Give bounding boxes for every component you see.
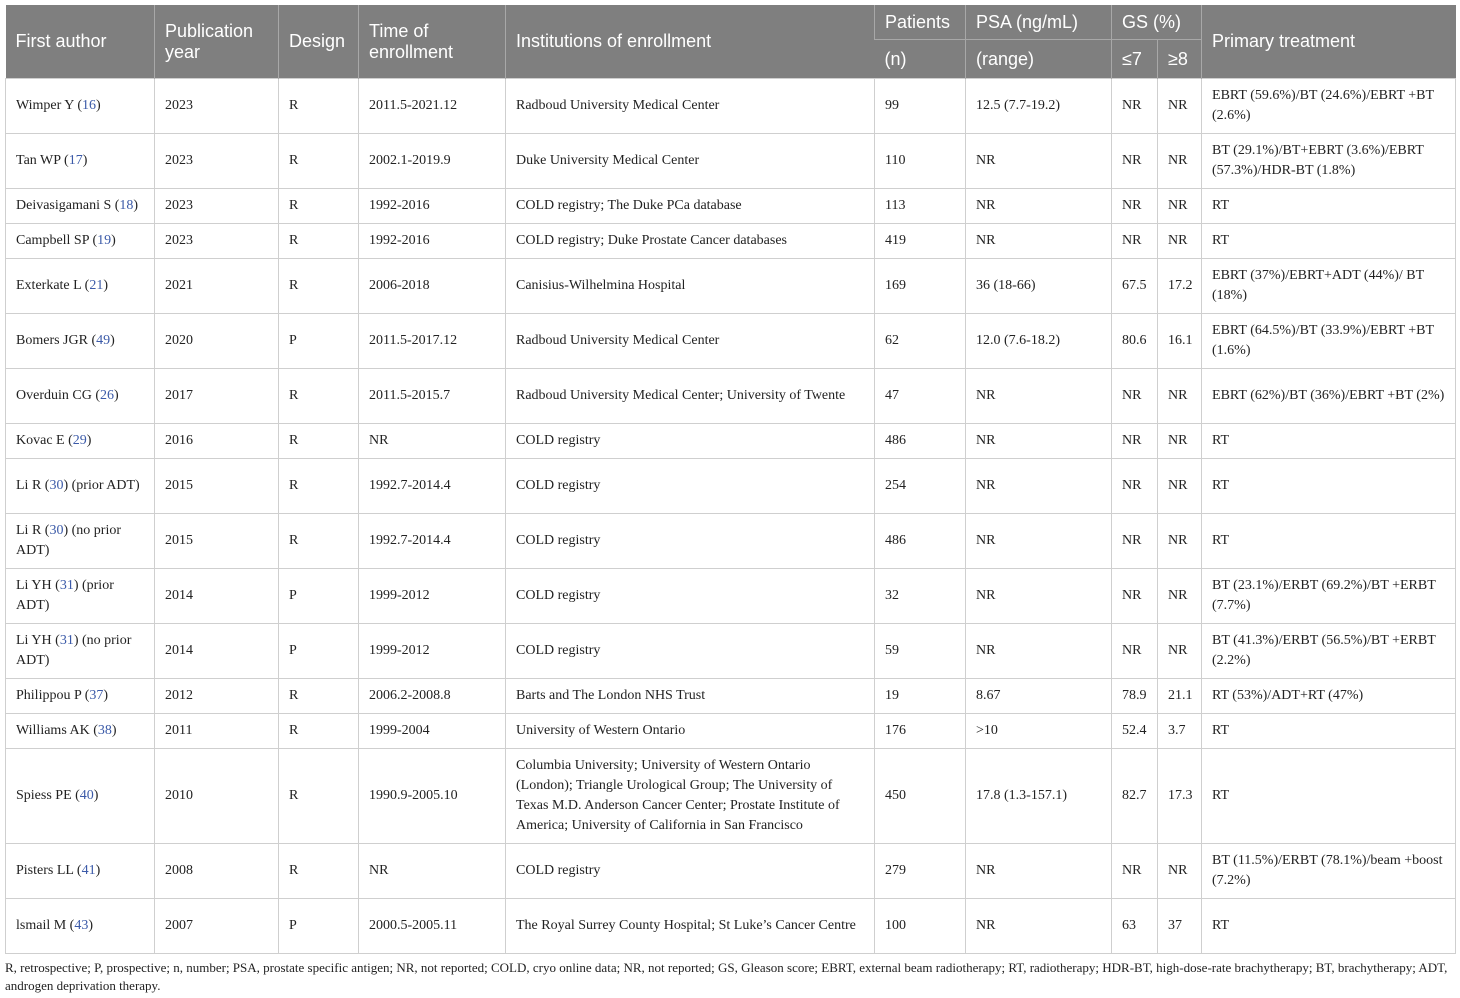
cell-gs-ge8: NR	[1158, 424, 1202, 459]
cell-institutions: Radboud University Medical Center	[506, 314, 875, 369]
cell-psa: 12.5 (7.7-19.2)	[966, 79, 1112, 134]
cell-first-author	[6, 899, 155, 954]
cell-first-author	[6, 79, 155, 134]
cell-patients: 47	[875, 369, 966, 424]
cell-gs-ge8: 16.1	[1158, 314, 1202, 369]
cell-design: R	[279, 714, 359, 749]
author-suffix: ) (prior ADT)	[63, 478, 140, 493]
cell-time-of-enrollment: 2006.2-2008.8	[359, 679, 506, 714]
cell-first-author	[6, 714, 155, 749]
cell-gs-ge8: NR	[1158, 134, 1202, 189]
cell-institutions: COLD registry	[506, 459, 875, 514]
cell-psa: NR	[966, 134, 1112, 189]
cell-publication-year: 2015	[155, 459, 279, 514]
cell-gs-ge8: NR	[1158, 844, 1202, 899]
cell-design: R	[279, 514, 359, 569]
header-institutions: Institutions of enrollment	[506, 5, 875, 79]
cell-gs-le7: NR	[1112, 79, 1158, 134]
cell-time-of-enrollment: 2011.5-2021.12	[359, 79, 506, 134]
cell-patients: 176	[875, 714, 966, 749]
cell-publication-year: 2014	[155, 569, 279, 624]
cell-primary-treatment: BT (41.3%)/ERBT (56.5%)/BT +ERBT (2.2%)	[1202, 624, 1456, 679]
author-suffix: )	[82, 153, 88, 168]
author-name: Spiess PE (	[16, 788, 80, 803]
cell-first-author	[6, 189, 155, 224]
cell-time-of-enrollment: 2011.5-2015.7	[359, 369, 506, 424]
cell-time-of-enrollment: 1992.7-2014.4	[359, 459, 506, 514]
header-design: Design	[279, 5, 359, 79]
cell-psa: NR	[966, 459, 1112, 514]
header-gs-ge8: ≥8	[1158, 40, 1202, 79]
cell-time-of-enrollment: 1999-2004	[359, 714, 506, 749]
cell-gs-le7: 63	[1112, 899, 1158, 954]
author-suffix: )	[110, 333, 115, 348]
author-suffix: ) (no prior ADT)	[16, 523, 121, 558]
cell-publication-year: 2014	[155, 624, 279, 679]
cell-gs-ge8: NR	[1158, 79, 1202, 134]
study-characteristics-table	[5, 5, 1456, 954]
cell-design: R	[279, 844, 359, 899]
table-row	[6, 569, 1456, 624]
cell-primary-treatment: EBRT (37%)/EBRT+ADT (44%)/ BT (18%)	[1202, 259, 1456, 314]
cell-time-of-enrollment: 2006-2018	[359, 259, 506, 314]
author-suffix: )	[133, 198, 139, 213]
cell-psa: NR	[966, 569, 1112, 624]
cell-publication-year: 2007	[155, 899, 279, 954]
header-patients-unit: (n)	[875, 40, 966, 79]
cell-psa: 36 (18-66)	[966, 259, 1112, 314]
table-row	[6, 514, 1456, 569]
cell-design: R	[279, 79, 359, 134]
cell-psa: NR	[966, 424, 1112, 459]
cell-primary-treatment: RT	[1202, 514, 1456, 569]
cell-gs-le7: NR	[1112, 514, 1158, 569]
cell-psa: 17.8 (1.3-157.1)	[966, 749, 1112, 844]
cell-gs-ge8: NR	[1158, 369, 1202, 424]
reference-link[interactable]: 21	[89, 278, 104, 293]
reference-link[interactable]: 19	[97, 233, 112, 248]
cell-institutions: Radboud University Medical Center	[506, 79, 875, 134]
author-suffix: )	[103, 688, 109, 703]
cell-psa: NR	[966, 369, 1112, 424]
cell-primary-treatment: EBRT (59.6%)/BT (24.6%)/EBRT +BT (2.6%)	[1202, 79, 1456, 134]
cell-gs-ge8: NR	[1158, 189, 1202, 224]
author-suffix: ) (prior ADT)	[16, 578, 114, 613]
table-row	[6, 134, 1456, 189]
reference-link[interactable]: 49	[96, 333, 111, 348]
table-row	[6, 79, 1456, 134]
table-row	[6, 314, 1456, 369]
cell-patients: 254	[875, 459, 966, 514]
cell-design: P	[279, 569, 359, 624]
table-header	[6, 5, 1456, 79]
cell-institutions: Barts and The London NHS Trust	[506, 679, 875, 714]
cell-primary-treatment: BT (29.1%)/BT+EBRT (3.6%)/EBRT (57.3%)/HDR-BT (1.8%)	[1202, 134, 1456, 189]
table-row	[6, 369, 1456, 424]
reference-link[interactable]: 30	[49, 523, 64, 538]
cell-patients: 486	[875, 424, 966, 459]
cell-gs-ge8: 3.7	[1158, 714, 1202, 749]
cell-gs-le7: 82.7	[1112, 749, 1158, 844]
cell-primary-treatment: RT	[1202, 189, 1456, 224]
cell-gs-le7: NR	[1112, 224, 1158, 259]
cell-first-author	[6, 369, 155, 424]
reference-link[interactable]: 16	[82, 98, 97, 113]
cell-gs-ge8: NR	[1158, 514, 1202, 569]
cell-first-author	[6, 749, 155, 844]
cell-patients: 62	[875, 314, 966, 369]
cell-patients: 113	[875, 189, 966, 224]
cell-psa: >10	[966, 714, 1112, 749]
header-gs-le7: ≤7	[1112, 40, 1158, 79]
cell-gs-le7: NR	[1112, 424, 1158, 459]
cell-time-of-enrollment: 1999-2012	[359, 569, 506, 624]
cell-institutions: COLD registry	[506, 624, 875, 679]
cell-institutions: COLD registry; The Duke PCa database	[506, 189, 875, 224]
cell-psa: 12.0 (7.6-18.2)	[966, 314, 1112, 369]
cell-primary-treatment: RT	[1202, 899, 1456, 954]
table-row	[6, 189, 1456, 224]
cell-first-author	[6, 314, 155, 369]
cell-first-author	[6, 134, 155, 189]
cell-patients: 110	[875, 134, 966, 189]
cell-first-author	[6, 259, 155, 314]
cell-institutions: Radboud University Medical Center; University of Twente	[506, 369, 875, 424]
cell-gs-ge8: 37	[1158, 899, 1202, 954]
cell-gs-le7: NR	[1112, 189, 1158, 224]
table-row	[6, 424, 1456, 459]
author-suffix: )	[88, 918, 94, 933]
cell-institutions: COLD registry	[506, 424, 875, 459]
cell-design: R	[279, 369, 359, 424]
author-name: Li R (	[16, 523, 50, 538]
author-name: Bomers JGR (	[16, 333, 97, 348]
cell-gs-le7: NR	[1112, 369, 1158, 424]
cell-patients: 486	[875, 514, 966, 569]
reference-link[interactable]: 18	[119, 198, 134, 213]
cell-psa: NR	[966, 189, 1112, 224]
cell-primary-treatment: EBRT (64.5%)/BT (33.9%)/EBRT +BT (1.6%)	[1202, 314, 1456, 369]
cell-publication-year: 2023	[155, 189, 279, 224]
cell-design: P	[279, 314, 359, 369]
cell-first-author	[6, 624, 155, 679]
reference-link[interactable]: 43	[74, 918, 89, 933]
cell-design: R	[279, 749, 359, 844]
author-suffix: )	[111, 233, 116, 248]
cell-gs-ge8: NR	[1158, 624, 1202, 679]
author-name: Exterkate L (	[16, 278, 90, 293]
cell-psa: NR	[966, 624, 1112, 679]
reference-link[interactable]: 31	[59, 578, 74, 593]
cell-gs-ge8: NR	[1158, 459, 1202, 514]
cell-time-of-enrollment: 2011.5-2017.12	[359, 314, 506, 369]
cell-design: R	[279, 679, 359, 714]
author-name: Li YH (	[16, 633, 60, 648]
cell-primary-treatment: RT	[1202, 424, 1456, 459]
cell-psa: NR	[966, 899, 1112, 954]
header-psa-unit: (range)	[966, 40, 1112, 79]
author-suffix: )	[103, 278, 109, 293]
reference-link[interactable]: 30	[49, 478, 64, 493]
cell-publication-year: 2012	[155, 679, 279, 714]
cell-gs-le7: 52.4	[1112, 714, 1158, 749]
cell-time-of-enrollment: NR	[359, 844, 506, 899]
author-suffix: )	[95, 863, 101, 878]
table-body	[6, 79, 1456, 954]
reference-link[interactable]: 40	[79, 788, 94, 803]
cell-time-of-enrollment: 1992.7-2014.4	[359, 514, 506, 569]
cell-design: P	[279, 899, 359, 954]
table-row	[6, 714, 1456, 749]
cell-design: P	[279, 624, 359, 679]
table-row	[6, 844, 1456, 899]
author-name: Overduin CG (	[16, 388, 100, 403]
author-name: lsmail M (	[16, 918, 75, 933]
header-gs: GS (%)	[1112, 5, 1202, 40]
cell-institutions: Canisius-Wilhelmina Hospital	[506, 259, 875, 314]
cell-patients: 169	[875, 259, 966, 314]
cell-first-author	[6, 569, 155, 624]
cell-publication-year: 2008	[155, 844, 279, 899]
header-patients: Patients	[875, 5, 966, 40]
cell-primary-treatment: BT (11.5%)/ERBT (78.1%)/beam +boost (7.2%)	[1202, 844, 1456, 899]
table-row	[6, 899, 1456, 954]
cell-gs-le7: NR	[1112, 459, 1158, 514]
table-row	[6, 624, 1456, 679]
cell-publication-year: 2020	[155, 314, 279, 369]
cell-publication-year: 2023	[155, 134, 279, 189]
cell-patients: 59	[875, 624, 966, 679]
author-name: Wimper Y (	[16, 98, 83, 113]
cell-design: R	[279, 189, 359, 224]
cell-publication-year: 2015	[155, 514, 279, 569]
cell-time-of-enrollment: NR	[359, 424, 506, 459]
cell-first-author	[6, 424, 155, 459]
author-name: Deivasigamani S (	[16, 198, 120, 213]
cell-publication-year: 2023	[155, 79, 279, 134]
author-suffix: )	[93, 788, 99, 803]
author-name: Kovac E (	[16, 433, 73, 448]
header-psa: PSA (ng/mL)	[966, 5, 1112, 40]
table-row	[6, 679, 1456, 714]
author-name: Tan WP (	[16, 153, 69, 168]
cell-time-of-enrollment: 2002.1-2019.9	[359, 134, 506, 189]
cell-publication-year: 2016	[155, 424, 279, 459]
cell-time-of-enrollment: 1992-2016	[359, 224, 506, 259]
header-publication-year: Publication year	[155, 5, 279, 79]
table-row	[6, 459, 1456, 514]
cell-gs-le7: NR	[1112, 624, 1158, 679]
cell-gs-ge8: 17.2	[1158, 259, 1202, 314]
author-name: Campbell SP (	[16, 233, 98, 248]
cell-institutions: The Royal Surrey County Hospital; St Luke’s Cancer Centre	[506, 899, 875, 954]
table-row	[6, 224, 1456, 259]
cell-primary-treatment: RT	[1202, 459, 1456, 514]
author-name: Philippou P (	[16, 688, 90, 703]
author-name: Li YH (	[16, 578, 60, 593]
cell-gs-le7: 80.6	[1112, 314, 1158, 369]
author-suffix: )	[96, 98, 101, 113]
cell-gs-ge8: 21.1	[1158, 679, 1202, 714]
cell-psa: 8.67	[966, 679, 1112, 714]
cell-institutions: COLD registry; Duke Prostate Cancer databases	[506, 224, 875, 259]
cell-first-author	[6, 514, 155, 569]
cell-primary-treatment: RT	[1202, 224, 1456, 259]
cell-design: R	[279, 224, 359, 259]
cell-institutions: COLD registry	[506, 844, 875, 899]
header-time-of-enrollment: Time of enrollment	[359, 5, 506, 79]
cell-patients: 279	[875, 844, 966, 899]
cell-psa: NR	[966, 224, 1112, 259]
cell-publication-year: 2021	[155, 259, 279, 314]
cell-gs-ge8: NR	[1158, 224, 1202, 259]
cell-primary-treatment: EBRT (62%)/BT (36%)/EBRT +BT (2%)	[1202, 369, 1456, 424]
author-name: Pisters LL (	[16, 863, 82, 878]
cell-first-author	[6, 679, 155, 714]
cell-time-of-enrollment: 1999-2012	[359, 624, 506, 679]
reference-link[interactable]: 29	[72, 433, 87, 448]
cell-patients: 100	[875, 899, 966, 954]
cell-institutions: COLD registry	[506, 569, 875, 624]
cell-primary-treatment: RT (53%)/ADT+RT (47%)	[1202, 679, 1456, 714]
cell-patients: 450	[875, 749, 966, 844]
reference-link[interactable]: 37	[89, 688, 104, 703]
cell-publication-year: 2010	[155, 749, 279, 844]
reference-link[interactable]: 41	[81, 863, 96, 878]
cell-gs-ge8: 17.3	[1158, 749, 1202, 844]
cell-publication-year: 2011	[155, 714, 279, 749]
author-name: Williams AK (	[16, 723, 98, 738]
cell-primary-treatment: BT (23.1%)/ERBT (69.2%)/BT +ERBT (7.7%)	[1202, 569, 1456, 624]
cell-time-of-enrollment: 1992-2016	[359, 189, 506, 224]
table-row	[6, 259, 1456, 314]
cell-first-author	[6, 224, 155, 259]
author-name: Li R (	[16, 478, 50, 493]
reference-link[interactable]: 17	[68, 153, 83, 168]
cell-publication-year: 2023	[155, 224, 279, 259]
cell-design: R	[279, 424, 359, 459]
author-suffix: )	[114, 388, 119, 403]
cell-gs-le7: NR	[1112, 844, 1158, 899]
author-suffix: ) (no prior ADT)	[16, 633, 132, 668]
cell-design: R	[279, 459, 359, 514]
header-primary-treatment: Primary treatment	[1202, 5, 1456, 79]
cell-institutions: Columbia University; University of Western Ontario (London); Triangle Urological Group; The University of Texas M.D. Anderson Cancer Center; Prostate Institute of America; University of California in San Francisco	[506, 749, 875, 844]
cell-institutions: Duke University Medical Center	[506, 134, 875, 189]
cell-patients: 99	[875, 79, 966, 134]
cell-gs-le7: NR	[1112, 134, 1158, 189]
cell-patients: 19	[875, 679, 966, 714]
cell-time-of-enrollment: 2000.5-2005.11	[359, 899, 506, 954]
cell-gs-le7: 67.5	[1112, 259, 1158, 314]
cell-primary-treatment: RT	[1202, 714, 1456, 749]
cell-primary-treatment: RT	[1202, 749, 1456, 844]
cell-first-author	[6, 844, 155, 899]
cell-psa: NR	[966, 844, 1112, 899]
cell-design: R	[279, 134, 359, 189]
table-footnote: R, retrospective; P, prospective; n, number; PSA, prostate specific antigen; NR, not reported; COLD, cryo online data; NR, not reported; GS, Gleason score; EBRT, external beam radiotherapy; RT, radiotherapy; HDR-BT, high-dose-rate brachytherapy; BT, brachytherapy; ADT, androgen deprivation therapy.	[5, 960, 1448, 993]
cell-gs-ge8: NR	[1158, 569, 1202, 624]
table-container	[5, 5, 1455, 995]
author-suffix: )	[86, 433, 92, 448]
reference-link[interactable]: 26	[100, 388, 114, 403]
reference-link[interactable]: 31	[59, 633, 74, 648]
cell-patients: 419	[875, 224, 966, 259]
cell-first-author	[6, 459, 155, 514]
cell-institutions: COLD registry	[506, 514, 875, 569]
author-suffix: )	[111, 723, 117, 738]
cell-psa: NR	[966, 514, 1112, 569]
cell-patients: 32	[875, 569, 966, 624]
cell-design: R	[279, 259, 359, 314]
cell-gs-le7: NR	[1112, 569, 1158, 624]
cell-gs-le7: 78.9	[1112, 679, 1158, 714]
reference-link[interactable]: 38	[97, 723, 112, 738]
cell-publication-year: 2017	[155, 369, 279, 424]
table-row	[6, 749, 1456, 844]
header-first-author: First author	[6, 5, 155, 79]
cell-time-of-enrollment: 1990.9-2005.10	[359, 749, 506, 844]
cell-institutions: University of Western Ontario	[506, 714, 875, 749]
